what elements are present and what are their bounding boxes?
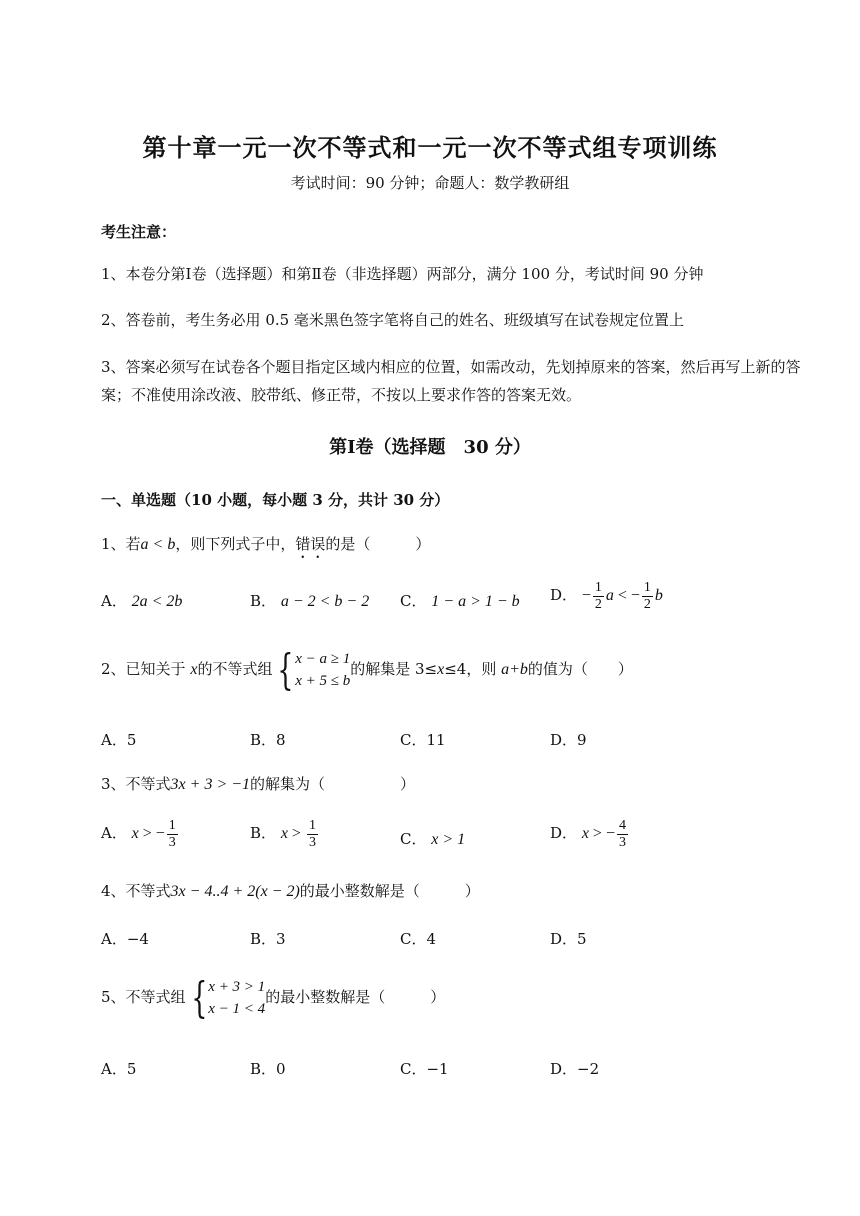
- notice-label: 考生注意：: [101, 223, 177, 241]
- notice-item-1: 1、本卷分第Ⅰ卷（选择题）和第Ⅱ卷（非选择题）两部分，满分 100 分，考试时间 90 分钟: [101, 265, 704, 283]
- option-c[interactable]: C．4: [400, 930, 437, 948]
- question-text: 5、不等式组: [101, 988, 186, 1006]
- question-1: [101, 533, 430, 562]
- question-4: [101, 880, 480, 901]
- option-d[interactable]: D．−2: [550, 1060, 600, 1078]
- option-math: a − 2 < b − 2: [280, 593, 370, 610]
- option-b[interactable]: B．3: [250, 930, 286, 948]
- option-a[interactable]: [101, 818, 180, 851]
- option-math: x > 1: [431, 831, 466, 848]
- system-line: x − a ≥ 1: [295, 651, 351, 667]
- question-text: 1、若: [101, 535, 141, 553]
- inequality-system: [186, 973, 266, 1022]
- option-math: 2a < 2b: [131, 593, 183, 610]
- option-a[interactable]: A．5: [101, 731, 137, 749]
- option-label: B．: [250, 592, 277, 610]
- option-math: 1 − a > 1 − b: [431, 593, 520, 610]
- inequality-system: [272, 645, 351, 694]
- question-text: 2、已知关于: [101, 660, 186, 678]
- option-label: A．: [101, 824, 127, 843]
- option-a[interactable]: A．5: [101, 1060, 137, 1078]
- question-math: 3x − 4..4 + 2(x − 2): [170, 883, 300, 900]
- brace-icon: {: [277, 645, 294, 694]
- part-title: 一、单选题（10 小题，每小题 3 分，共计 30 分）: [101, 491, 450, 509]
- exam-subtitle: 考试时间：90 分钟；命题人：数学教研组: [290, 174, 570, 192]
- question-text: 的最小整数解是（ ）: [299, 882, 480, 900]
- option-b[interactable]: B．8: [250, 731, 286, 749]
- question-3: [101, 773, 415, 794]
- option-b[interactable]: [250, 590, 369, 611]
- question-math: a < b: [140, 536, 176, 553]
- system-line: x + 5 ≤ b: [295, 673, 351, 689]
- option-label: D．: [550, 586, 578, 605]
- option-math: x > $\frac{1}{3}$: [280, 818, 316, 850]
- question-math: a+b: [501, 661, 528, 678]
- question-math: x: [190, 661, 198, 678]
- question-math: 3x + 3 > −1: [170, 776, 251, 793]
- option-a[interactable]: A．−4: [101, 930, 149, 948]
- option-d[interactable]: D．5: [550, 930, 587, 948]
- question-5: [101, 973, 446, 1022]
- section-title: 第Ⅰ卷（选择题 30 分）: [329, 437, 531, 458]
- brace-icon: {: [190, 973, 207, 1022]
- option-math: − $\frac{1}{2}$ a < − $\frac{1}{2}$ b: [581, 580, 663, 612]
- question-math: x: [437, 661, 445, 678]
- question-text: 的解集是 3≤: [350, 660, 438, 678]
- option-b[interactable]: [250, 818, 320, 851]
- option-d[interactable]: [550, 818, 630, 851]
- notice-item-3: 3、答案必须写在试卷各个题目指定区域内相应的位置，如需改动，先划掉原来的答案，然后再写上新的答案；不准使用涂改液、胶带纸、修正带，不按以上要求作答的答案无效。: [101, 358, 801, 404]
- option-math: x > − $\frac{1}{3}$: [131, 818, 176, 850]
- option-label: D．: [550, 824, 578, 843]
- emphasized-text: 错误: [295, 535, 326, 553]
- question-text: ，则下列式子中，: [175, 535, 296, 553]
- question-text: 的解集为（ ）: [250, 775, 416, 793]
- option-label: A．: [101, 592, 127, 610]
- question-text: 的不等式组: [197, 660, 273, 678]
- question-text: ≤4，则: [444, 660, 497, 678]
- question-text: 4、不等式: [101, 882, 171, 900]
- option-math: x > − $\frac{4}{3}$: [581, 818, 626, 850]
- option-a[interactable]: [101, 590, 182, 611]
- question-2: [101, 645, 633, 694]
- option-c[interactable]: [400, 828, 465, 849]
- question-text: 的是（ ）: [325, 535, 431, 553]
- option-c[interactable]: C．−1: [400, 1060, 449, 1078]
- option-d[interactable]: [550, 580, 663, 613]
- notice-item-2: 2、答卷前，考生务必用 0.5 毫米黑色签字笔将自己的姓名、班级填写在试卷规定位置上: [101, 311, 684, 329]
- option-d[interactable]: D．9: [550, 731, 587, 749]
- page-title: 第十章一元一次不等式和一元一次不等式组专项训练: [142, 133, 718, 162]
- question-text: 的值为（ ）: [527, 660, 633, 678]
- option-label: C．: [400, 830, 427, 848]
- option-label: B．: [250, 824, 277, 843]
- option-c[interactable]: [400, 590, 520, 611]
- system-line: x − 1 < 4: [208, 1001, 266, 1017]
- option-c[interactable]: C．11: [400, 731, 446, 749]
- system-line: x + 3 > 1: [208, 979, 266, 995]
- question-text: 的最小整数解是（ ）: [265, 988, 446, 1006]
- option-label: C．: [400, 592, 427, 610]
- option-b[interactable]: B．0: [250, 1060, 286, 1078]
- question-text: 3、不等式: [101, 775, 171, 793]
